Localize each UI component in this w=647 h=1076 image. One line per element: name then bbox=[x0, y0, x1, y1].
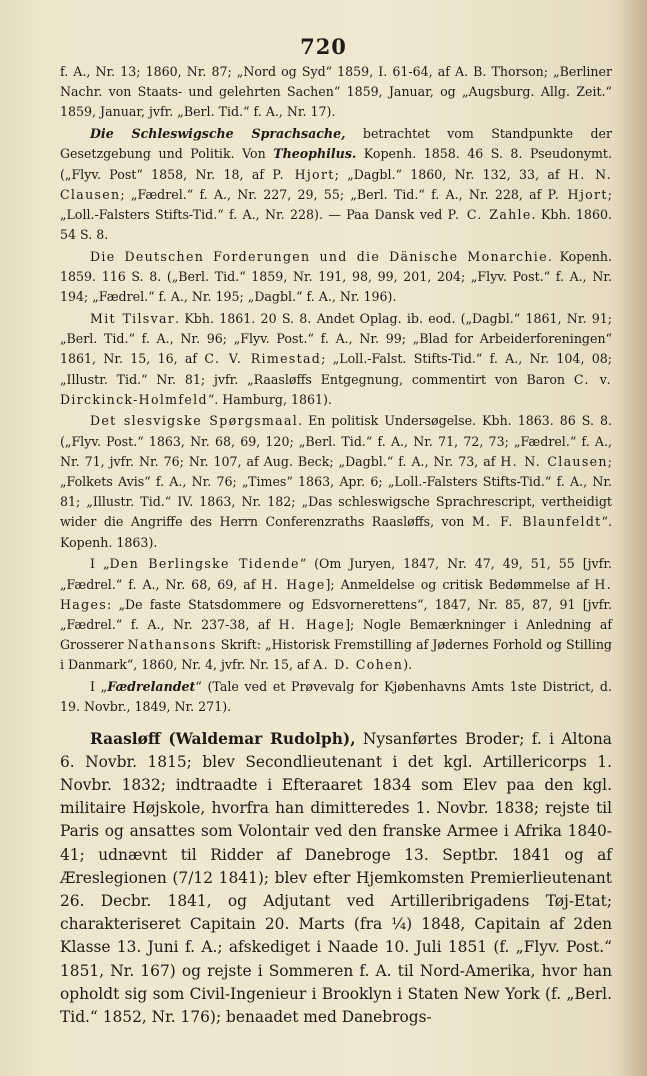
text-segment: P. Hjort bbox=[547, 186, 608, 202]
text-segment: C. v. Dirckinck-Holmfeld bbox=[60, 371, 612, 407]
text-segment: H. Hage bbox=[261, 576, 326, 592]
text-segment: Skrift: „Historisk Fremstilling af Jødernes Forhold og Stilling i Danmark“, 1860, Nr. 4, jvfr. Nr. 15, af bbox=[60, 637, 612, 673]
text-segment: “. Kopenh. 1863). bbox=[60, 514, 612, 550]
page-edge-shadow bbox=[617, 0, 647, 1076]
text-segment: . En politisk Undersøgelse. Kbh. 1863. 86 S. 8. („Flyv. Post.“ 1863, Nr. 68, 69, 120; „Berl. Tid.“ f. A., Nr. 71, 72, 73; „Fædrel.“ f. A., Nr. 71, jvfr. Nr. 76; Nr. 107, af Aug. Beck; „Dagbl.“ f. A., Nr. 73, af bbox=[60, 413, 612, 469]
text-segment: “ (Tale ved et Prøvevalg for Kjøbenhavns Amts 1ste District, d. 19. Novbr., 1849, Nr. 271). bbox=[60, 679, 612, 715]
text-segment: Mit Tilsvar bbox=[90, 310, 176, 326]
text-segment: M. F. Blaunfeldt bbox=[471, 514, 602, 530]
paragraph-continuation bbox=[60, 62, 612, 123]
bibliography-text bbox=[60, 62, 612, 1031]
paragraph-berlingske bbox=[60, 554, 612, 675]
text-segment: I „ bbox=[90, 679, 108, 695]
text-segment: ]; Anmeldelse og critisk Bedømmelse af bbox=[325, 576, 595, 592]
text-segment: H. Hages bbox=[60, 576, 612, 612]
paragraph-faedrelandet bbox=[60, 677, 612, 717]
paragraph-sporgsmaal bbox=[60, 411, 612, 552]
text-segment: Nathansons bbox=[127, 637, 217, 653]
text-segment: ; „Loll.-Falst. Stifts-Tid.“ f. A., Nr. 104, 08; „Illustr. Tid.“ Nr. 81; jvfr. „Raasløffs Entgegnung, commentirt von Baron bbox=[60, 351, 612, 387]
text-segment: “. Hamburg, 1861). bbox=[207, 391, 332, 407]
text-segment: ; „Folkets Avis“ f. A., Nr. 76; „Times“ 1863, Apr. 6; „Loll.-Falsters Stifts-Tid.“ f. A., Nr. 81; „Illustr. Tid.“ IV. 1863, Nr. 182; „Das schleswigsche Sprachrescript, vertheidigt wider die Angriffe des Herrn Conferenzraths Raasløffs, von bbox=[60, 453, 613, 530]
text-segment: Det slesvigske Spørgsmaal bbox=[90, 413, 299, 429]
text-segment: P. C. Zahle bbox=[447, 206, 532, 222]
text-segment: : „De faste Statsdommere og Edsvornerettens“, 1847, Nr. 85, 87, 91 [jvfr. „Fædrel.“ f. A., Nr. 237-38, af bbox=[60, 596, 612, 632]
text-segment: H. N. Clausen bbox=[60, 166, 612, 202]
text-segment: ; „Fædrel.“ f. A., Nr. 227, 29, 55; „Berl. Tid.“ f. A., Nr. 228, af bbox=[120, 186, 548, 202]
text-segment: H. Hage bbox=[278, 616, 346, 632]
text-segment: P. Hjort bbox=[272, 166, 335, 182]
paragraph-forderungen bbox=[60, 247, 612, 308]
text-segment: ). bbox=[403, 657, 413, 673]
text-segment: betrachtet vom Standpunkte der Gesetzgebung und Politik. Von bbox=[60, 126, 612, 162]
text-segment: “ (Om Juryen, 1847, Nr. 47, 49, 51, 55 [jvfr. „Fædrel.“ f. A., Nr. 68, 69, af bbox=[60, 556, 612, 592]
text-segment: A. D. Cohen bbox=[313, 657, 404, 673]
continuation-text: f. A., Nr. 13; 1860, Nr. 87; „Nord og Syd“ 1859, I. 61-64, af A. B. Thorson; „Berliner Nachr. von Staats- und gelehrten Sachen“ 1859, Januar, og „Augsburg. Allg. Zeit.“ 1859, Januar, jvfr. „Berl. Tid.“ f. A., Nr. 17). bbox=[60, 64, 612, 120]
text-segment: I „ bbox=[90, 556, 110, 572]
text-segment: Fædrelandet bbox=[107, 679, 196, 695]
text-segment: H. N. Clausen bbox=[500, 453, 608, 469]
page-number: 720 bbox=[300, 34, 347, 59]
entry-text: Nysanførtes Broder; f. i Altona 6. Novbr. 1815; blev Secondlieutenant i det kgl. Artillericorps 1. Novbr. 1832; indtraadte i Efteraaret 1834 som Elev paa den kgl. militaire Højskole, hvorfra han dimitteredes 1. Novbr. 1838; rejste til Paris og ansattes som Volontair ved den franske Armee i Afrika 1840-41; udnævnt til Ridder af Danebroge 13. Septbr. 1841 og af Æreslegionen (7/12 1841); blev efter Hjemkomsten Premierlieutenant 26. Decbr. 1841, og Adjutant ved Artilleribrigadens Tøj-Etat; charakteriseret Capitain 20. Marts (fra ¼) 1848, Capitain af 2den Klasse 13. Juni f. A.; afskediget i Naade 10. Juli 1851 (f. „Flyv. Post.“ 1851, Nr. 167) og rejste i Sommeren f. A. til Nord-Amerika, hvor han opholdt sig som Civil-Ingenieur i Brooklyn i Staten New York (f. „Berl. Tid.“ 1852, Nr. 176); benaadet med Danebrogs- bbox=[60, 729, 612, 1026]
text-segment: Die Schleswigsche Sprachsache, bbox=[90, 126, 346, 142]
entry-name: Raasløff (Waldemar Rudolph), bbox=[90, 729, 356, 748]
paragraph-tilsvar bbox=[60, 309, 612, 410]
text-segment: . Kbh. 1860. 54 S. 8. bbox=[60, 206, 612, 243]
text-segment: Die Deutschen Forderungen und die Dänische Monarchie bbox=[90, 248, 548, 264]
text-segment: ; „Loll.-Falsters Stifts-Tid.“ f. A., Nr. 228). — Paa Dansk ved bbox=[60, 186, 612, 222]
text-segment: Kopenh. 1858. 46 S. 8. Pseudonymt. („Flyv. Post“ 1858, Nr. 18, af bbox=[60, 146, 612, 182]
text-segment: Theophilus. bbox=[273, 146, 357, 162]
text-segment: . Kopenh. 1859. 116 S. 8. („Berl. Tid.“ 1859, Nr. 191, 98, 99, 201, 204; „Flyv. Post.“ f. A., Nr. 194; „Fædrel.“ f. A., Nr. 195; „Dagbl.“ f. A., Nr. 196). bbox=[60, 248, 612, 305]
text-segment: Den Berlingske Tidende bbox=[109, 556, 300, 572]
text-segment: . Kbh. 1861. 20 S. 8. Andet Oplag. ib. eod. („Dagbl.“ 1861, Nr. 91; „Berl. Tid.“ f. A., Nr. 96; „Flyv. Post.“ f. A., Nr. 99; „Blad for Arbeiderforeningen“ 1861, Nr. 15, 16, af bbox=[60, 310, 613, 367]
text-segment: ]; Nogle Bemærkninger i Anledning af Grosserer bbox=[60, 616, 612, 653]
biography-entry bbox=[60, 728, 612, 1030]
paragraph-schleswigsche bbox=[60, 124, 612, 245]
text-segment: C. V. Rimestad bbox=[204, 351, 322, 367]
text-segment: ; „Dagbl.“ 1860, Nr. 132, 33, af bbox=[334, 166, 568, 182]
